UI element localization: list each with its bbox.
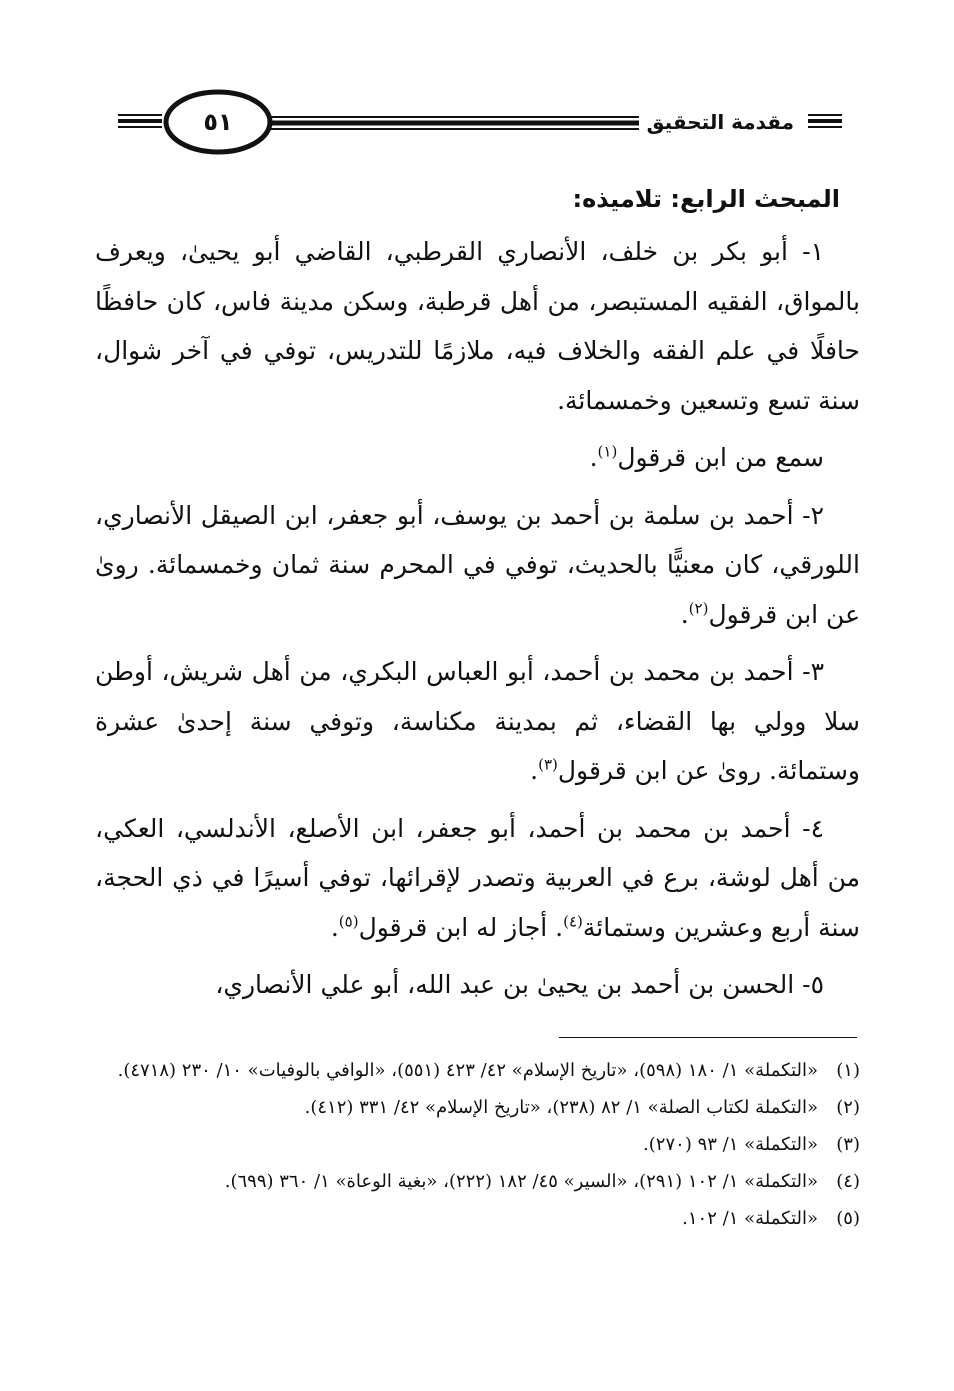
footnote-number: (٤) — [836, 1171, 860, 1192]
entry-tail: . أجاز له ابن قرقول — [358, 912, 564, 942]
entry-1-heard — [95, 433, 860, 483]
footnote-text: «التكملة» ١/ ١٠٢. — [682, 1208, 818, 1229]
entry-tail: . — [330, 912, 339, 942]
footnote-text: «التكملة لكتاب الصلة» ١/ ٨٢ (٢٣٨)، «تاريخ الإسلام» ٤٢/ ٣٣١ (٤١٢). — [304, 1097, 818, 1118]
entry-text: سمع من ابن قرقول — [617, 443, 824, 472]
entry-text: ٣- أحمد بن محمد بن أحمد، أبو العباس البكري، من أهل شريش، أوطن سلا وولي بها القضاء، ثم بمدينة مكناسة، وتوفي سنة إحدىٰ عشرة وستمائة. روىٰ عن ابن قرقول — [95, 657, 860, 785]
footnote-2 — [95, 1089, 860, 1126]
entry-5 — [95, 960, 860, 1010]
footnote-ref[interactable]: (٤) — [563, 912, 583, 931]
footnote-number: (٣) — [836, 1134, 860, 1155]
section-heading: المبحث الرابع: تلاميذه: — [572, 185, 840, 213]
footnote-ref[interactable]: (٥) — [338, 912, 359, 931]
footnotes — [95, 1052, 860, 1237]
entry-text: ٥- الحسن بن أحمد بن يحيىٰ بن عبد الله، أبو علي الأنصاري، — [215, 970, 824, 999]
footnote-1 — [95, 1052, 860, 1089]
entry-tail: . — [680, 599, 689, 629]
footnote-5 — [95, 1200, 860, 1237]
footnote-number: (١) — [836, 1060, 860, 1081]
footnote-4 — [95, 1163, 860, 1200]
running-title: مقدمة التحقيق — [639, 108, 802, 136]
entry-2 — [95, 491, 860, 640]
page-number: ٥١ — [203, 108, 233, 136]
entry-text: ٢- أحمد بن سلمة بن أحمد بن يوسف، أبو جعفر، ابن الصيقل الأنصاري، اللورقي، كان معنيًّا بالحديث، توفي في المحرم سنة ثمان وخمسمائة. روىٰ عن ابن قرقول — [95, 500, 860, 629]
footnote-separator — [559, 1037, 857, 1038]
entry-tail: . — [530, 756, 539, 785]
entry-4 — [95, 804, 860, 953]
footnote-ref[interactable]: (٢) — [688, 599, 709, 618]
entry-3 — [95, 647, 860, 796]
entry-text: ١- أبو بكر بن خلف، الأنصاري القرطبي، القاضي أبو يحيىٰ، ويعرف بالمواق، الفقيه المستبصر، من أهل قرطبة، وسكن مدينة فاس، كان حافظًا حافلًا في علم الفقه والخلاف فيه، ملازمًا للتدريس، توفي في آخر شوال، سنة تسع وتسعين وخمسمائة. — [95, 237, 860, 415]
entry-text: ٤- أحمد بن محمد بن أحمد، أبو جعفر، ابن الأصلع، الأندلسي، العكي، من أهل لوشة، برع في العربية وتصدر لإقرائها، توفي أسيرًا في ذي الحجة، سنة أربع وعشرين وستمائة — [95, 813, 860, 942]
footnote-ref[interactable]: (٣) — [538, 755, 558, 774]
footnote-text: «التكملة» ١/ ١٠٢ (٢٩١)، «السير» ٤٥/ ١٨٢ (٢٢٢)، «بغية الوعاة» ١/ ٣٦٠ (٦٩٩). — [224, 1171, 818, 1192]
main-text — [95, 175, 860, 1018]
footnote-text: «التكملة» ١/ ٩٣ (٢٧٠). — [643, 1134, 818, 1155]
footnote-ref[interactable]: (١) — [597, 442, 618, 461]
page-header — [118, 88, 842, 158]
footnote-3 — [95, 1126, 860, 1163]
footnote-text: «التكملة» ١/ ١٨٠ (٥٩٨)، «تاريخ الإسلام» ٤٢/ ٤٢٣ (٥٥١)، «الوافي بالوفيات» ١٠/ ٢٣٠ (٤٧١٨). — [117, 1060, 818, 1081]
footnote-number: (٥) — [836, 1208, 860, 1229]
footnote-number: (٢) — [836, 1097, 860, 1118]
entry-1 — [95, 227, 860, 425]
entry-tail: . — [589, 443, 598, 472]
